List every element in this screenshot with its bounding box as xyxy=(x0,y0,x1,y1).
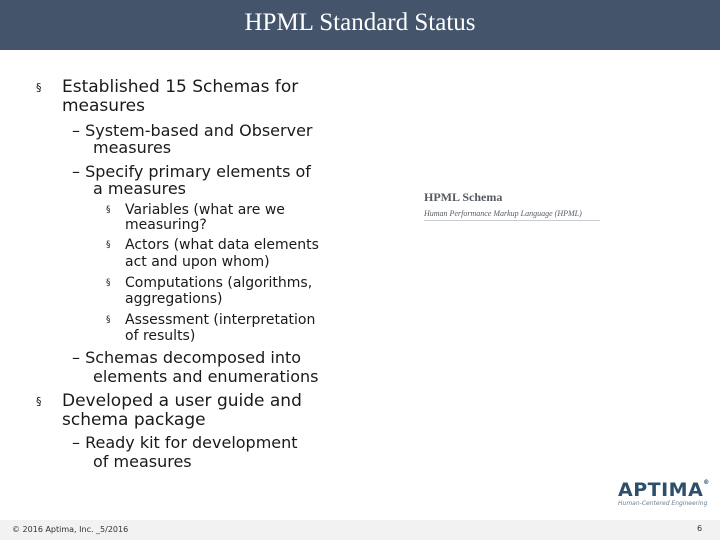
bullet-text: measures xyxy=(62,96,145,116)
schema-image-title: HPML Schema xyxy=(424,190,503,204)
bullet-marker: § xyxy=(36,81,42,94)
copyright-text: © 2016 Aptima, Inc. _5/2016 xyxy=(12,525,129,534)
bullet-marker: § xyxy=(106,240,111,250)
sub-bullet-text: of measures xyxy=(93,452,192,471)
sub-bullet-text: measures xyxy=(93,138,172,157)
logo-name: APTIMA xyxy=(618,479,704,501)
page-number: 6 xyxy=(697,524,703,533)
bullet-text: Established 15 Schemas for xyxy=(62,77,299,97)
sub-bullet-text: – System-based and Observer xyxy=(72,121,313,140)
bullet-marker: § xyxy=(36,395,42,408)
bullet-marker: § xyxy=(106,205,111,215)
tertiary-bullet-text: Variables (what are we xyxy=(125,202,285,218)
tertiary-bullet-text: act and upon whom) xyxy=(125,254,270,270)
slide-title: HPML Standard Status xyxy=(244,9,476,36)
bullet-marker: § xyxy=(106,278,111,288)
sub-bullet-text: – Specify primary elements of xyxy=(72,162,311,181)
bullet-text: Developed a user guide and xyxy=(62,391,302,411)
registered-mark: ® xyxy=(703,479,710,486)
sub-bullet-text: – Ready kit for development xyxy=(72,433,298,452)
schema-image-subtitle: Human Performance Markup Language (HPML) xyxy=(424,209,582,218)
bullet-text: schema package xyxy=(62,410,206,430)
tertiary-bullet-text: Actors (what data elements xyxy=(125,237,319,253)
tertiary-bullet-text: aggregations) xyxy=(125,291,223,307)
aptima-logo xyxy=(618,479,710,501)
tertiary-bullet-text: Assessment (interpretation xyxy=(125,312,316,328)
schema-divider xyxy=(424,220,600,221)
sub-bullet-text: a measures xyxy=(93,179,187,198)
tertiary-bullet-text: measuring? xyxy=(125,217,207,233)
tertiary-bullet-text: of results) xyxy=(125,328,196,344)
bullet-marker: § xyxy=(106,315,111,325)
logo-tagline: Human-Centered Engineering xyxy=(618,500,708,507)
sub-bullet-text: elements and enumerations xyxy=(93,367,319,386)
tertiary-bullet-text: Computations (algorithms, xyxy=(125,275,313,291)
sub-bullet-text: – Schemas decomposed into xyxy=(72,348,302,367)
